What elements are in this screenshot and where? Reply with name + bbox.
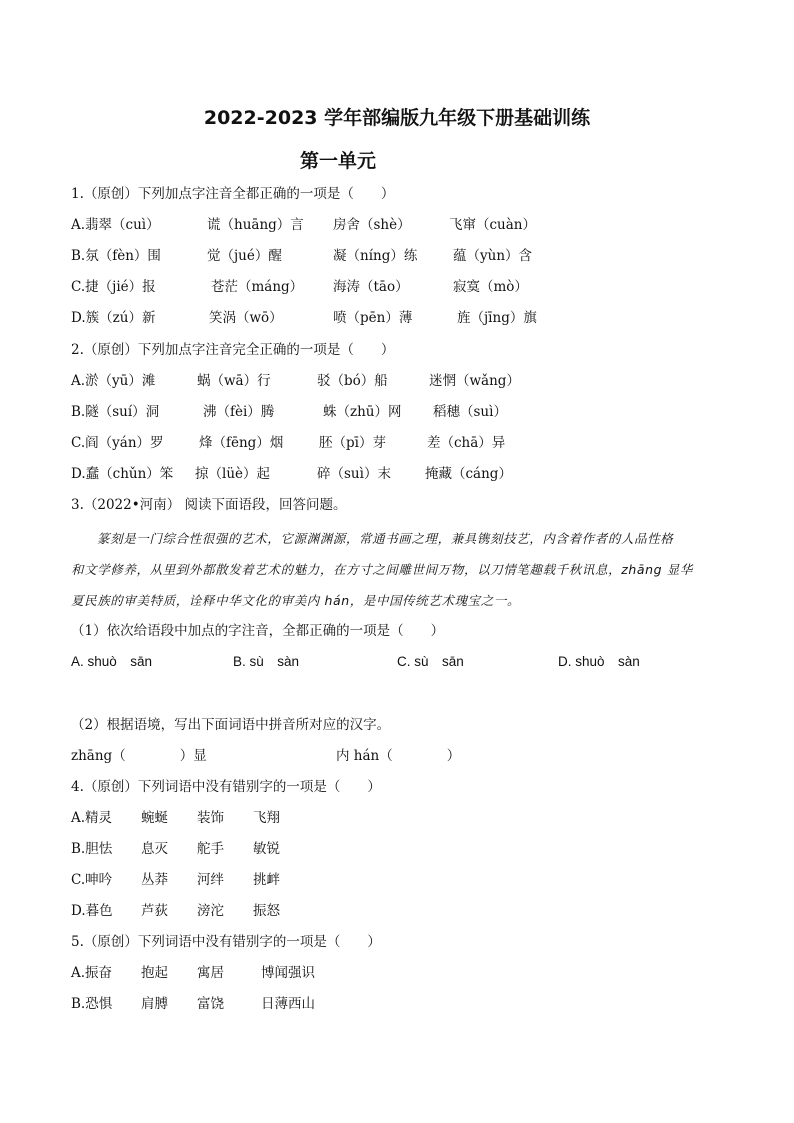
option-item: 差（chā）异 <box>427 435 506 451</box>
option-item: 蜗（wā）行 <box>197 373 271 389</box>
fill-blank: zhāng（ ）显 <box>71 748 207 764</box>
option-item: 笑涡（wō） <box>209 310 283 326</box>
document-title: 2022-2023 学年部编版九年级下册基础训练 <box>203 107 591 129</box>
option-item: 蕴（yùn）含 <box>453 248 533 264</box>
passage-line-3: 夏民族的审美特质，诠释中华文化的审美内 hán，是中国传统艺术瑰宝之一。 <box>71 593 521 608</box>
option-item: 装饰 <box>197 810 224 826</box>
option-item: 苍茫（máng） <box>211 279 304 295</box>
option-item: C.呻吟 <box>71 872 113 888</box>
question-2-stem: 2.（原创）下列加点字注音完全正确的一项是（ ） <box>71 342 395 358</box>
option-item: 稻穗（suì） <box>433 404 507 420</box>
passage-text: 篆刻是一门综合性很强的艺术，它源渊渊源，常通书画之理，兼具镌刻技艺，内含着作者的人品性格 <box>97 531 674 546</box>
question-3-stem: 3.（2022•河南） 阅读下面语段，回答问题。 <box>71 497 347 513</box>
option-item: 舵手 <box>197 841 224 857</box>
option-item: 蛛（zhū）网 <box>323 404 402 420</box>
option-item: B.胆怯 <box>71 841 113 857</box>
option-item: 沸（fèi）腾 <box>203 404 275 420</box>
option-item: 觉（jué）醒 <box>207 248 282 264</box>
option-item: D.蠢（chǔn）笨 <box>71 466 174 482</box>
option-item: 河绊 <box>197 872 224 888</box>
option-item: C. sù sān <box>397 654 464 669</box>
option-item: B.隧（suí）洞 <box>71 404 160 420</box>
question-1-stem: 1.（原创）下列加点字注音全都正确的一项是（ ） <box>71 186 395 202</box>
option-item: C.捷（jié）报 <box>71 279 156 295</box>
option-item: 挑衅 <box>253 872 280 888</box>
option-item: 息灭 <box>141 841 168 857</box>
option-item: 敏锐 <box>253 841 280 857</box>
option-item: 旌（jīng）旗 <box>457 310 537 326</box>
option-item: 飞窜（cuàn） <box>449 217 536 233</box>
option-item: 寓居 <box>197 965 224 981</box>
unit-title: 第一单元 <box>300 150 377 172</box>
option-item: 振怒 <box>253 903 280 919</box>
option-item: 抱起 <box>141 965 168 981</box>
option-item: 掠（lüè）起 <box>195 466 271 482</box>
option-item: A. shuò sān <box>71 654 153 669</box>
option-item: C.阎（yán）罗 <box>71 435 164 451</box>
option-item: 博闻强识 <box>261 965 315 981</box>
option-item: D.簇（zú）新 <box>71 310 156 326</box>
option-item: 喷（pēn）薄 <box>333 310 413 326</box>
passage-line-2: 和文学修养，从里到外都散发着艺术的魅力，在方寸之间雕世间万物，以刀情笔趣载千秋讯息，zhāng 显华 <box>71 562 693 577</box>
option-item: 凝（níng）练 <box>333 248 418 264</box>
option-item: B. sù sàn <box>233 654 300 669</box>
option-item: A.淤（yū）滩 <box>71 373 156 389</box>
question-3-sub2-stem: （2）根据语境，写出下面词语中拼音所对应的汉字。 <box>71 717 391 733</box>
option-item: 谎（huāng）言 <box>207 217 304 233</box>
option-item: 肩膊 <box>141 996 168 1012</box>
option-item: 驳（bó）船 <box>317 373 388 389</box>
option-item: 芦荻 <box>141 903 168 919</box>
reading-passage <box>71 523 727 616</box>
option-item: D. shuò sàn <box>558 654 640 669</box>
option-item: 飞翔 <box>253 810 280 826</box>
option-item: 胚（pī）芽 <box>319 435 386 451</box>
option-item: 掩藏（cáng） <box>425 466 512 482</box>
option-item: 蜿蜒 <box>141 810 168 826</box>
option-item: 房舍（shè） <box>333 217 411 233</box>
option-item: 寂寞（mò） <box>453 279 528 295</box>
option-item: D.暮色 <box>71 903 113 919</box>
option-item: 碎（suì）末 <box>317 466 391 482</box>
question-4-stem: 4.（原创）下列词语中没有错别字的一项是（ ） <box>71 779 381 795</box>
option-item: B.氛（fèn）围 <box>71 248 161 264</box>
question-5-stem: 5.（原创）下列词语中没有错别字的一项是（ ） <box>71 934 381 950</box>
option-item: 富饶 <box>197 996 224 1012</box>
option-item: 烽（fēng）烟 <box>199 435 284 451</box>
fill-blank: 内 hán（ ） <box>336 748 461 764</box>
option-item: 日薄西山 <box>261 996 315 1012</box>
option-item: 丛莽 <box>141 872 168 888</box>
option-item: A.翡翠（cuì） <box>71 217 160 233</box>
option-item: 海涛（tāo） <box>333 279 409 295</box>
option-item: 滂沱 <box>197 903 224 919</box>
passage-line-1 <box>71 523 727 554</box>
option-item: A.精灵 <box>71 810 113 826</box>
option-item: A.振奋 <box>71 965 113 981</box>
option-item: 迷惘（wǎng） <box>429 373 520 389</box>
option-item: B.恐惧 <box>71 996 113 1012</box>
question-3-sub1-stem: （1）依次给语段中加点的字注音，全都正确的一项是（ ） <box>71 623 445 639</box>
